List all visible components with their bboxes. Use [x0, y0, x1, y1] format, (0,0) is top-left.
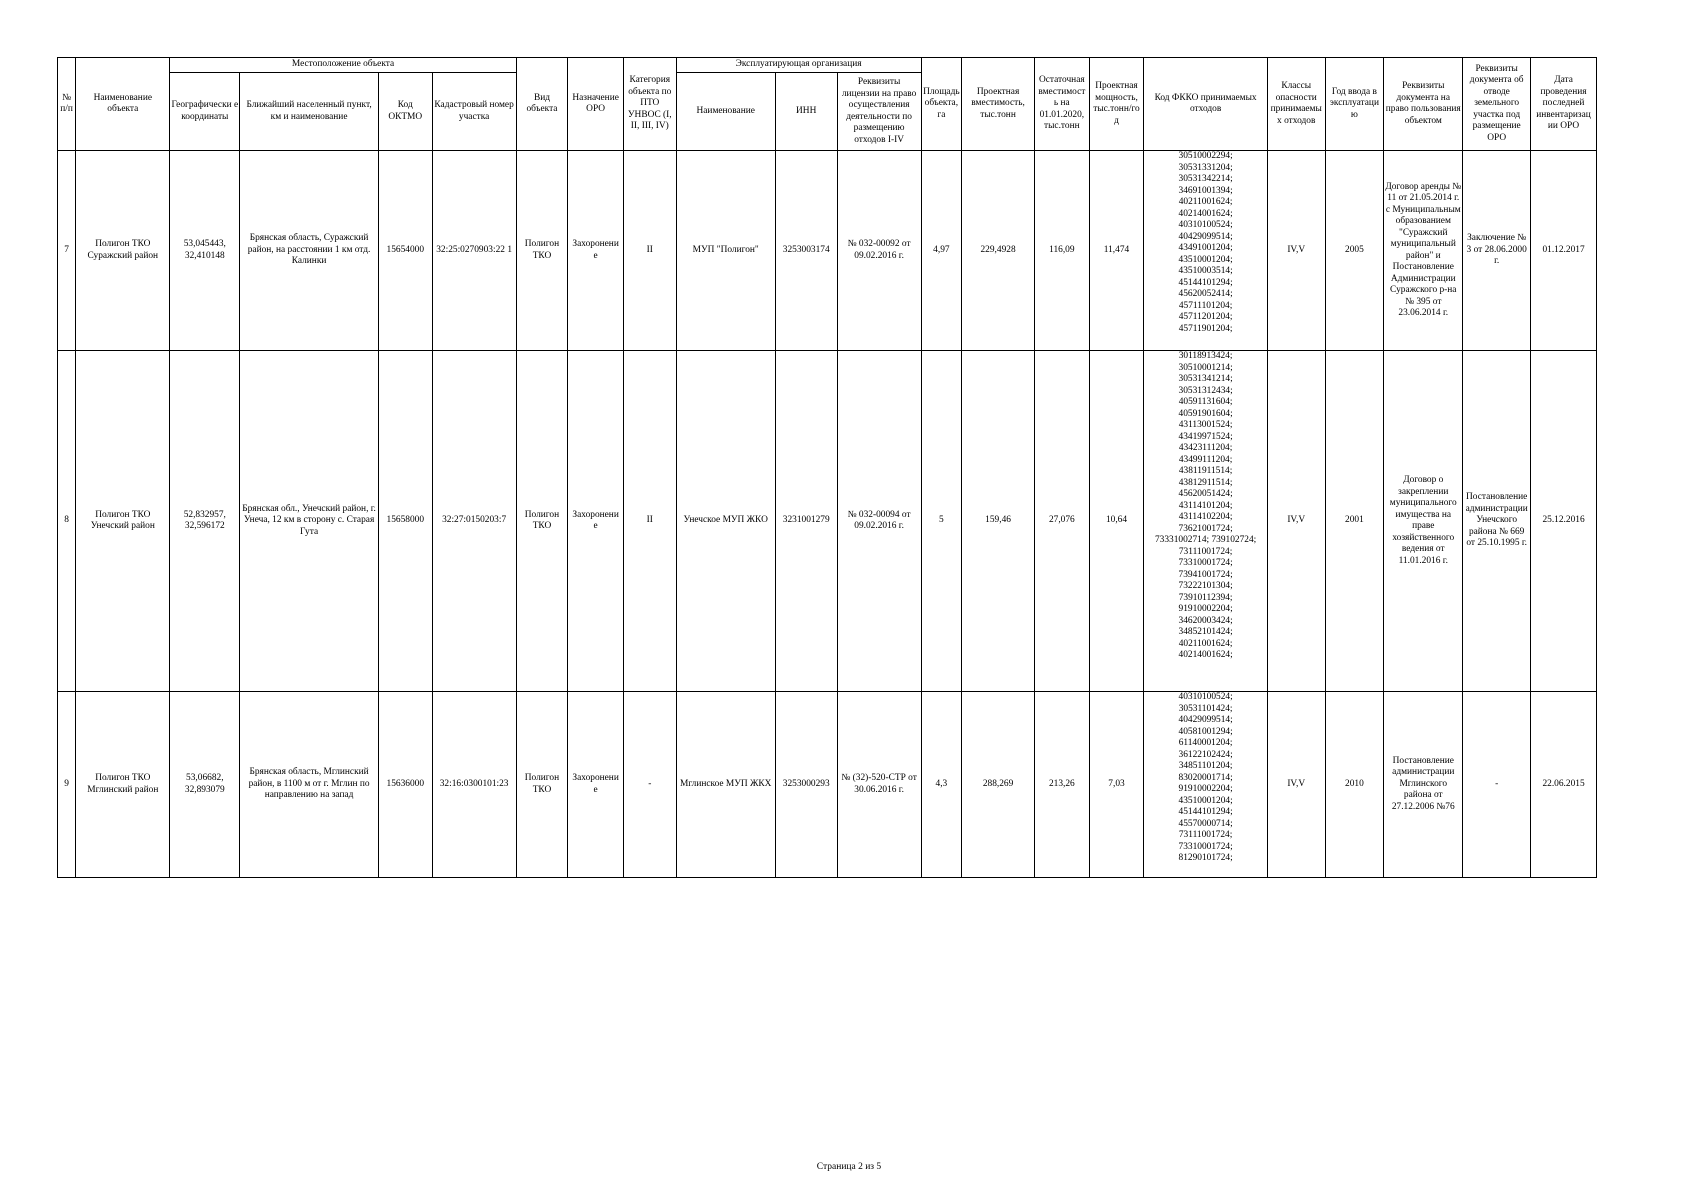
fkko-code: 45144101294; [1178, 807, 1233, 817]
fkko-code: 34851101204; [1178, 761, 1233, 771]
fkko-code: 73111001724; [1178, 830, 1233, 840]
fkko-code: 30531331204; [1178, 162, 1233, 173]
fkko-code: 81290101724; [1178, 853, 1233, 863]
cell-capacity: 288,269 [962, 692, 1035, 878]
cell-geo: 52,832957, 32,596172 [170, 351, 240, 692]
fkko-code: 30531342214; [1178, 174, 1233, 184]
table-row [58, 351, 1597, 692]
fkko-code: 73310001724; [1178, 558, 1233, 568]
fkko-code: 45620051424; [1178, 489, 1233, 499]
fkko-code: 45711101204; [1178, 300, 1233, 311]
cell-nearest: Брянская область, Суражский район, на расстоянии 1 км отд. Калинки [240, 151, 379, 351]
cell-category: II [623, 151, 676, 351]
header-fkko: Код ФККО принимаемых отходов [1144, 58, 1268, 151]
fkko-code: 45620052414; [1178, 289, 1233, 299]
header-type: Вид объекта [516, 58, 568, 151]
header-docs-use: Реквизиты документа на право пользования объектом [1384, 58, 1463, 151]
fkko-code: 30510002294; [1178, 151, 1233, 161]
cell-year: 2005 [1325, 151, 1384, 351]
fkko-code-list [1145, 692, 1266, 877]
cell-type: Полигон ТКО [516, 692, 568, 878]
cell-inn: 3253000293 [775, 692, 837, 878]
fkko-code: 40591901604; [1178, 408, 1233, 419]
header-oktmo: Код ОКТМО [378, 73, 432, 151]
cell-license: № 032-00094 от 09.02.2016 г. [837, 351, 921, 692]
cell-num: 7 [58, 151, 76, 351]
header-purpose: Назначение ОРО [568, 58, 624, 151]
header-license: Реквизиты лицензии на право осуществления деятельности по размещению отходов I-IV [837, 73, 921, 151]
cell-purpose: Захоронени е [568, 692, 624, 878]
fkko-code: 43812911514; [1178, 477, 1233, 488]
cell-area: 4,3 [921, 692, 961, 878]
fkko-code: 30510001214; [1178, 362, 1233, 373]
header-name: Наименование объекта [76, 58, 170, 151]
cell-fkko [1144, 351, 1268, 692]
fkko-code: 43113001524; [1178, 420, 1233, 430]
cell-area: 5 [921, 351, 961, 692]
header-hazard: Классы опасности принимаемы х отходов [1267, 58, 1325, 151]
cell-power: 7,03 [1089, 692, 1144, 878]
cell-hazard: IV,V [1267, 351, 1325, 692]
page-number-footer: Страница 2 из 5 [816, 1162, 882, 1172]
fkko-code: 43419971524; [1178, 431, 1233, 442]
cell-type: Полигон ТКО [516, 151, 568, 351]
cell-op-name: МУП "Полигон" [676, 151, 775, 351]
fkko-code: 30531101424; [1178, 703, 1233, 714]
cell-capacity: 229,4928 [962, 151, 1035, 351]
cell-residual: 213,26 [1035, 692, 1090, 878]
cell-docs-use: Договор о закреплении муниципального имущества на праве хозяйственного ведения от 11.01.2016 г. [1384, 351, 1463, 692]
fkko-code: 40310100524; [1178, 220, 1233, 230]
fkko-code: 73222101304; [1178, 581, 1233, 591]
cell-geo: 53,06682, 32,893079 [170, 692, 240, 878]
header-residual: Остаточная вместимост ь на 01.01.2020, тыс.тонн [1035, 58, 1090, 151]
cell-op-name: Унечское МУП ЖКО [676, 351, 775, 692]
cell-docs-allot: Заключение № 3 от 28.06.2000 г. [1463, 151, 1531, 351]
cell-inventory: 25.12.2016 [1531, 351, 1597, 692]
cell-type: Полигон ТКО [516, 351, 568, 692]
cell-nearest: Брянская обл., Унечский район, г. Унеча, 12 км в сторону с. Старая Гута [240, 351, 379, 692]
fkko-code: 30531341214; [1178, 374, 1233, 384]
fkko-code: 73621001724; [1178, 523, 1233, 534]
table-row [58, 151, 1597, 351]
fkko-code: 40429099514; [1178, 715, 1233, 725]
fkko-code: 40581001294; [1178, 726, 1233, 737]
fkko-code: 43114101204; [1178, 500, 1233, 511]
fkko-code: 45711201204; [1178, 312, 1233, 322]
fkko-code: 73941001724; [1178, 569, 1233, 580]
cell-residual: 116,09 [1035, 151, 1090, 351]
cell-docs-use: Постановление администрации Мглинского района от 27.12.2006 №76 [1384, 692, 1463, 878]
cell-oktmo: 15654000 [378, 151, 432, 351]
cell-power: 10,64 [1089, 351, 1144, 692]
cell-license: № 032-00092 от 09.02.2016 г. [837, 151, 921, 351]
fkko-code: 34852101424; [1178, 627, 1233, 637]
fkko-code: 40214001624; [1178, 650, 1233, 660]
fkko-code: 83020001714; [1178, 772, 1233, 783]
fkko-code: 30118913424; [1178, 351, 1233, 361]
cell-name: Полигон ТКО Унечский район [76, 351, 170, 692]
cell-docs-allot: Постановление администрации Унечского района № 669 от 25.10.1995 г. [1463, 351, 1531, 692]
fkko-code: 45711901204; [1178, 323, 1233, 334]
fkko-code: 45144101294; [1178, 277, 1233, 288]
fkko-code-list [1145, 351, 1266, 691]
cell-residual: 27,076 [1035, 351, 1090, 692]
cell-license: № (32)-520-СТР от 30.06.2016 г. [837, 692, 921, 878]
fkko-code: 43423111204; [1178, 443, 1233, 453]
fkko-code: 73910112394; [1178, 592, 1233, 603]
cell-docs-use: Договор аренды № 11 от 21.05.2014 г. с Муниципальным образованием "Суражский муниципальный район" и Постановление Администрации Суражского р-на № 395 от 23.06.2014 г. [1384, 151, 1463, 351]
header-year: Год ввода в эксплуатаци ю [1325, 58, 1384, 151]
cell-name: Полигон ТКО Суражский район [76, 151, 170, 351]
fkko-code: 30531312434; [1178, 385, 1233, 396]
header-docs-allot: Реквизиты документа об отводе земельного участка под размещение ОРО [1463, 58, 1531, 151]
fkko-code: 61140001204; [1178, 738, 1233, 748]
cell-docs-allot: - [1463, 692, 1531, 878]
cell-oktmo: 15636000 [378, 692, 432, 878]
header-operator-group: Эксплуатирующая организация [676, 58, 921, 73]
cell-inn: 3253003174 [775, 151, 837, 351]
header-geo: Географически е координаты [170, 73, 240, 151]
cell-purpose: Захоронени е [568, 351, 624, 692]
fkko-code: 43491001204; [1178, 243, 1233, 253]
fkko-code: 43811911514; [1178, 466, 1233, 476]
fkko-code: 40310100524; [1178, 692, 1233, 702]
header-num: № п/п [58, 58, 76, 151]
header-area: Площадь объекта, га [921, 58, 961, 151]
cell-oktmo: 15658000 [378, 351, 432, 692]
header-nearest: Ближайший населенный пункт, км и наименование [240, 73, 379, 151]
header-row-1 [58, 58, 1597, 73]
cell-inventory: 22.06.2015 [1531, 692, 1597, 878]
fkko-code: 36122102424; [1178, 749, 1233, 760]
cell-op-name: Мглинское МУП ЖКХ [676, 692, 775, 878]
fkko-code-list [1145, 151, 1266, 350]
fkko-code: 43114102204; [1178, 512, 1233, 522]
header-inn: ИНН [775, 73, 837, 151]
fkko-code: 73310001724; [1178, 841, 1233, 852]
cell-hazard: IV,V [1267, 692, 1325, 878]
cell-year: 2001 [1325, 351, 1384, 692]
fkko-code: 91910002204; [1178, 604, 1233, 614]
fkko-code: 45570000714; [1178, 818, 1233, 829]
landfill-registry-table [57, 57, 1597, 878]
cell-num: 9 [58, 692, 76, 878]
cell-name: Полигон ТКО Мглинский район [76, 692, 170, 878]
fkko-code: 40211001624; [1178, 638, 1233, 649]
header-inventory: Дата проведения последней инвентаризац ии ОРО [1531, 58, 1597, 151]
fkko-code: 73331002714; 739102724; [1154, 535, 1257, 545]
fkko-code: 73111001724; [1178, 546, 1233, 557]
cell-purpose: Захоронени е [568, 151, 624, 351]
fkko-code: 40211001624; [1178, 197, 1233, 207]
fkko-code: 34620003424; [1178, 615, 1233, 626]
cell-year: 2010 [1325, 692, 1384, 878]
fkko-code: 40429099514; [1178, 231, 1233, 242]
header-cadastral: Кадастровый номер участка [432, 73, 516, 151]
header-category: Категория объекта по ПТО УНВОС (I, II, III, IV) [623, 58, 676, 151]
fkko-code: 40591131604; [1178, 397, 1233, 407]
cell-nearest: Брянская область, Мглинский район, в 1100 м от г. Мглин по направлению на запад [240, 692, 379, 878]
cell-hazard: IV,V [1267, 151, 1325, 351]
fkko-code: 40214001624; [1178, 208, 1233, 219]
cell-fkko [1144, 692, 1268, 878]
header-capacity: Проектная вместимость, тыс.тонн [962, 58, 1035, 151]
cell-inn: 3231001279 [775, 351, 837, 692]
cell-cadastral: 32:25:0270903:22 1 [432, 151, 516, 351]
fkko-code: 43499111204; [1178, 454, 1233, 465]
cell-category: - [623, 692, 676, 878]
fkko-code: 91910002204; [1178, 784, 1233, 794]
cell-category: II [623, 351, 676, 692]
cell-area: 4,97 [921, 151, 961, 351]
cell-num: 8 [58, 351, 76, 692]
cell-power: 11,474 [1089, 151, 1144, 351]
fkko-code: 34691001394; [1178, 185, 1233, 196]
table-row [58, 692, 1597, 878]
cell-cadastral: 32:27:0150203:7 [432, 351, 516, 692]
header-power: Проектная мощность, тыс.тонн/го д [1089, 58, 1144, 151]
cell-fkko [1144, 151, 1268, 351]
fkko-code: 43510001204; [1178, 795, 1233, 806]
cell-cadastral: 32:16:0300101:23 [432, 692, 516, 878]
fkko-code: 43510001204; [1178, 254, 1233, 265]
cell-geo: 53,045443, 32,410148 [170, 151, 240, 351]
cell-capacity: 159,46 [962, 351, 1035, 692]
header-op-name: Наименование [676, 73, 775, 151]
fkko-code: 43510003514; [1178, 266, 1233, 276]
cell-inventory: 01.12.2017 [1531, 151, 1597, 351]
header-location-group: Местоположение объекта [170, 58, 516, 73]
